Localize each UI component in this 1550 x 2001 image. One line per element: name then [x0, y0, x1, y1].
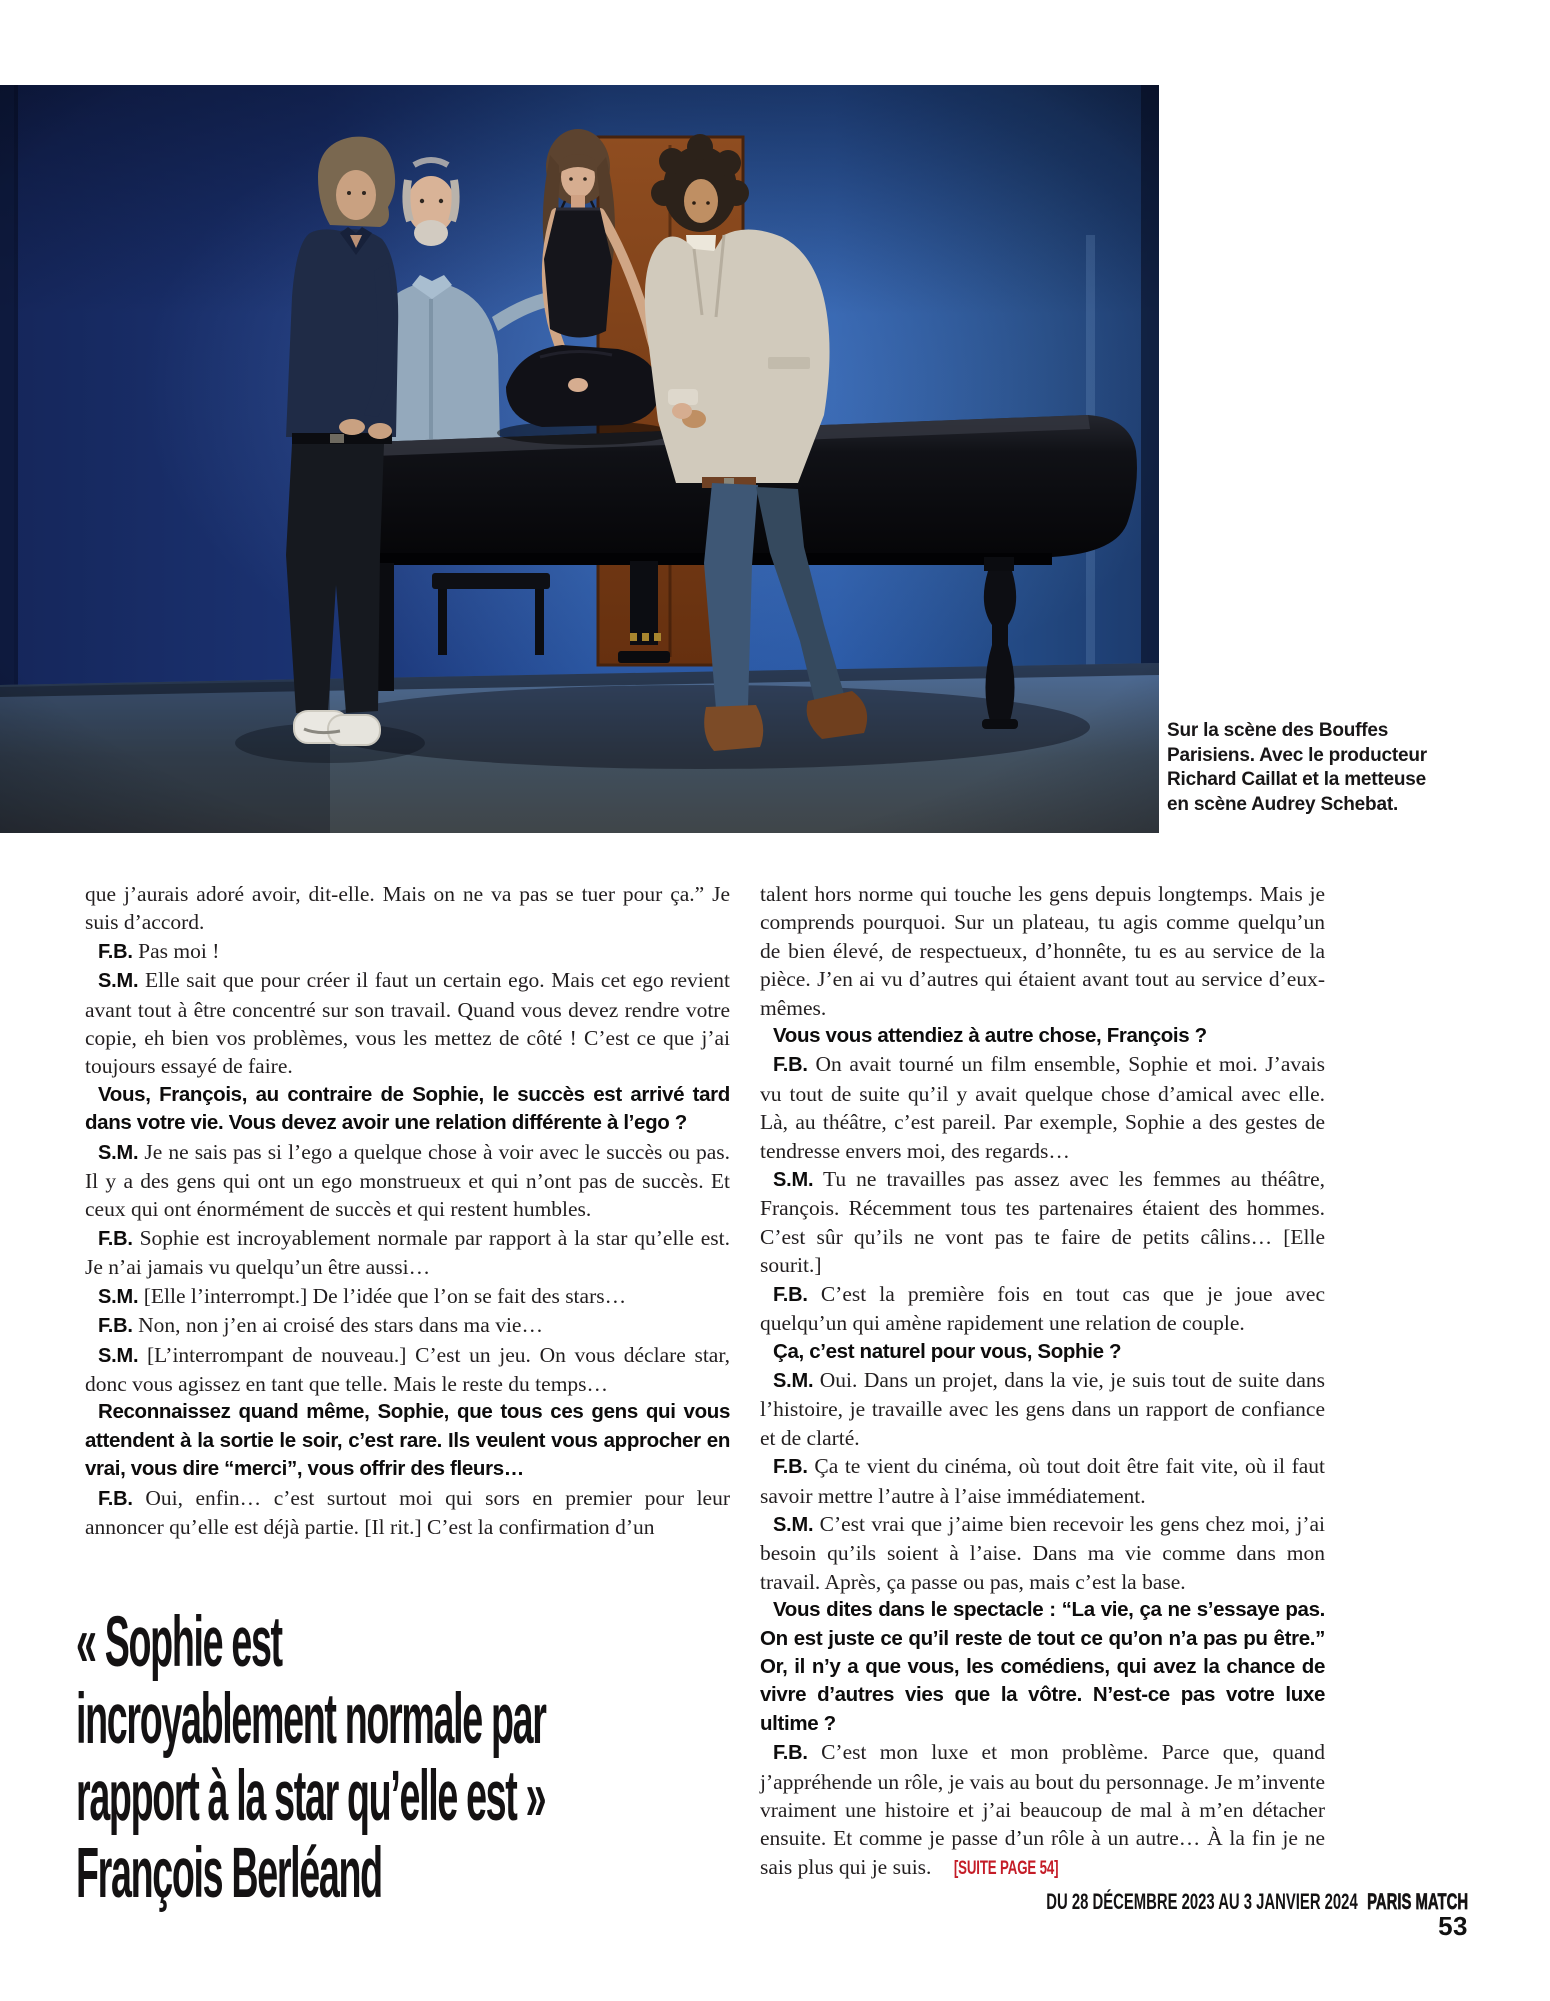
- speaker-initials: F.B.: [773, 1742, 808, 1765]
- interview-paragraph: S.M. C’est vrai que j’aime bien recevoir les gens chez moi, j’ai besoin qu’ils soient à l’aise. Dans ma vie comme dans mon travail. Après, ça passe ou pas, mais c’est la base.: [760, 1511, 1325, 1594]
- speaker-initials: F.B.: [773, 1456, 808, 1479]
- interview-paragraph: S.M. Oui. Dans un projet, dans la vie, je suis tout de suite dans l’histoire, je travaille avec les gens dans un rapport de confiance et de clarté.: [760, 1367, 1326, 1450]
- speaker-initials: F.B.: [98, 1315, 133, 1338]
- photo-vignette: [0, 85, 1159, 833]
- interview-paragraph: S.M. Tu ne travailles pas assez avec les femmes au théâtre, François. Récemment tous tes partenaires étaient des hommes. C’est sûr qu’ils ne vont pas te faire de petits câlins… [Elle sourit.]: [760, 1167, 1325, 1278]
- speaker-initials: S.M.: [773, 1369, 814, 1392]
- speaker-initials: F.B.: [773, 1054, 808, 1077]
- interview-paragraph: S.M. [L’interrompant de nouveau.] C’est un jeu. On vous déclare star, donc vous agissez en tant que telle. Mais le reste du temps…: [85, 1342, 731, 1396]
- interview-question: Reconnaissez quand même, Sophie, que tous ces gens qui vous attendent à la sortie le soir, c’est rare. Ils veulent vous approcher en vrai, vous dire “merci”, vous offrir des fleurs…: [85, 1400, 730, 1481]
- interview-question: Vous, François, au contraire de Sophie, le succès est arrivé tard dans votre vie. Vous devez avoir une relation différente à l’ego ?: [85, 1082, 730, 1135]
- stage-photo-illustration: [0, 85, 1159, 833]
- interview-paragraph: talent hors norme qui touche les gens depuis longtemps. Mais je comprends pourquoi. Sur un plateau, tu agis comme quelqu’un de bien élevé, de respectueux, d’honnête, tu es au service de la pièce. J’en ai vu d’autres qui étaient avant tout au service d’eux-mêmes.: [760, 882, 1325, 1020]
- interview-paragraph: F.B. Oui, enfin… c’est surtout moi qui sors en premier pour leur annoncer qu’elle est déjà partie. [Il rit.] C’est la confirmation d’un: [85, 1485, 731, 1539]
- interview-paragraph: F.B. Pas moi !: [98, 938, 220, 963]
- interview-paragraph: F.B. On avait tourné un film ensemble, Sophie et moi. J’avais vu tout de suite qu’il y avait quelque chose d’amical avec elle. Là, au théâtre, c’est pareil. Par exemple, Sophie a des gestes de tendresse envers moi, des regards…: [760, 1052, 1326, 1163]
- interview-paragraph: S.M. Elle sait que pour créer il faut un certain ego. Mais cet ego revient avant tout à être concentré sur son travail. Quand vous devez rendre votre copie, eh bien vos problèmes, vous les mettez de côté ! C’est ce que j’ai toujours essayé de faire.: [85, 968, 731, 1079]
- continuation-marker: [SUITE PAGE 54]: [954, 1856, 1059, 1879]
- interview-paragraph: F.B. C’est la première fois en tout cas que je joue avec quelqu’un qui amène rapidement une relation de couple.: [760, 1281, 1325, 1336]
- speaker-initials: S.M.: [773, 1169, 814, 1192]
- interview-paragraph: S.M. [Elle l’interrompt.] De l’idée que l’on se fait des stars…: [98, 1283, 627, 1308]
- article-column-left: [85, 880, 730, 1541]
- interview-paragraph: F.B. Ça te vient du cinéma, où tout doit être fait vite, où il faut savoir mettre l’autre à l’aise immédiatement.: [760, 1454, 1326, 1508]
- interview-paragraph: F.B. C’est mon luxe et mon problème. Parce que, quand j’appréhende un rôle, je vais au bout du personnage. Je m’invente vraiment une histoire et j’ai beaucoup de mal à m’en détacher ensuite. Et comme je passe d’un rôle à un autre… À la fin je ne sais plus qui je suis. [SUITE PAGE 54]: [760, 1738, 1325, 1882]
- article-column-right: [760, 880, 1325, 1882]
- speaker-initials: S.M.: [98, 1141, 139, 1164]
- interview-paragraph: S.M. Je ne sais pas si l’ego a quelque chose à voir avec le succès ou pas. Il y a des gens qui ont un ego monstrueux et qui n’ont pas de succès. Et ceux qui ont énormément de succès et qui restent humbles.: [85, 1139, 731, 1222]
- footer-issue-line: [1046, 1889, 1468, 1915]
- speaker-initials: S.M.: [98, 1344, 139, 1367]
- interview-question: Vous vous attendiez à autre chose, François ?: [773, 1024, 1207, 1048]
- pull-quote-line: « Sophie est: [76, 1603, 282, 1682]
- pull-quote-line: incroyablement normale par: [76, 1680, 546, 1759]
- photo-caption: Sur la scène des Bouffes Parisiens. Avec le producteur Richard Caillat et la metteuse en scène Audrey Schebat.: [1167, 720, 1427, 815]
- speaker-initials: F.B.: [98, 1227, 133, 1250]
- stage-photo: [0, 85, 1159, 833]
- interview-question: Ça, c’est naturel pour vous, Sophie ?: [773, 1339, 1122, 1363]
- speaker-initials: S.M.: [98, 1285, 139, 1308]
- interview-question: Vous dites dans le spectacle : “La vie, ça ne s’essaye pas. On est juste ce qu’il reste de tout ce qu’on n’a pas pu être.” Or, il n’y a que vous, les comédiens, qui avez la chance de vivre d’autres vies que la vôtre. N’est-ce pas votre luxe ultime ?: [760, 1598, 1325, 1735]
- speaker-initials: S.M.: [98, 970, 139, 993]
- speaker-initials: F.B.: [773, 1283, 808, 1306]
- pull-quote: [76, 1604, 736, 1912]
- speaker-initials: F.B.: [98, 1487, 133, 1510]
- footer-issue-date: DU 28 DÉCEMBRE 2023 AU 3 JANVIER 2024: [1046, 1889, 1358, 1914]
- footer-magazine-name: PARIS MATCH: [1367, 1889, 1468, 1914]
- interview-paragraph: F.B. Sophie est incroyablement normale par rapport à la star qu’elle est. Je n’ai jamais vu quelqu’un être aussi…: [85, 1225, 730, 1280]
- interview-paragraph: F.B. Non, non j’en ai croisé des stars dans ma vie…: [98, 1313, 543, 1338]
- pull-quote-attribution: François Berléand: [76, 1834, 382, 1913]
- page-number: 53: [1438, 1911, 1468, 1941]
- speaker-initials: S.M.: [773, 1513, 814, 1536]
- interview-paragraph: que j’aurais adoré avoir, dit-elle. Mais on ne va pas se tuer pour ça.” Je suis d’accord.: [85, 882, 730, 935]
- pull-quote-line: rapport à la star qu’elle est »: [76, 1757, 546, 1836]
- speaker-initials: F.B.: [98, 940, 133, 963]
